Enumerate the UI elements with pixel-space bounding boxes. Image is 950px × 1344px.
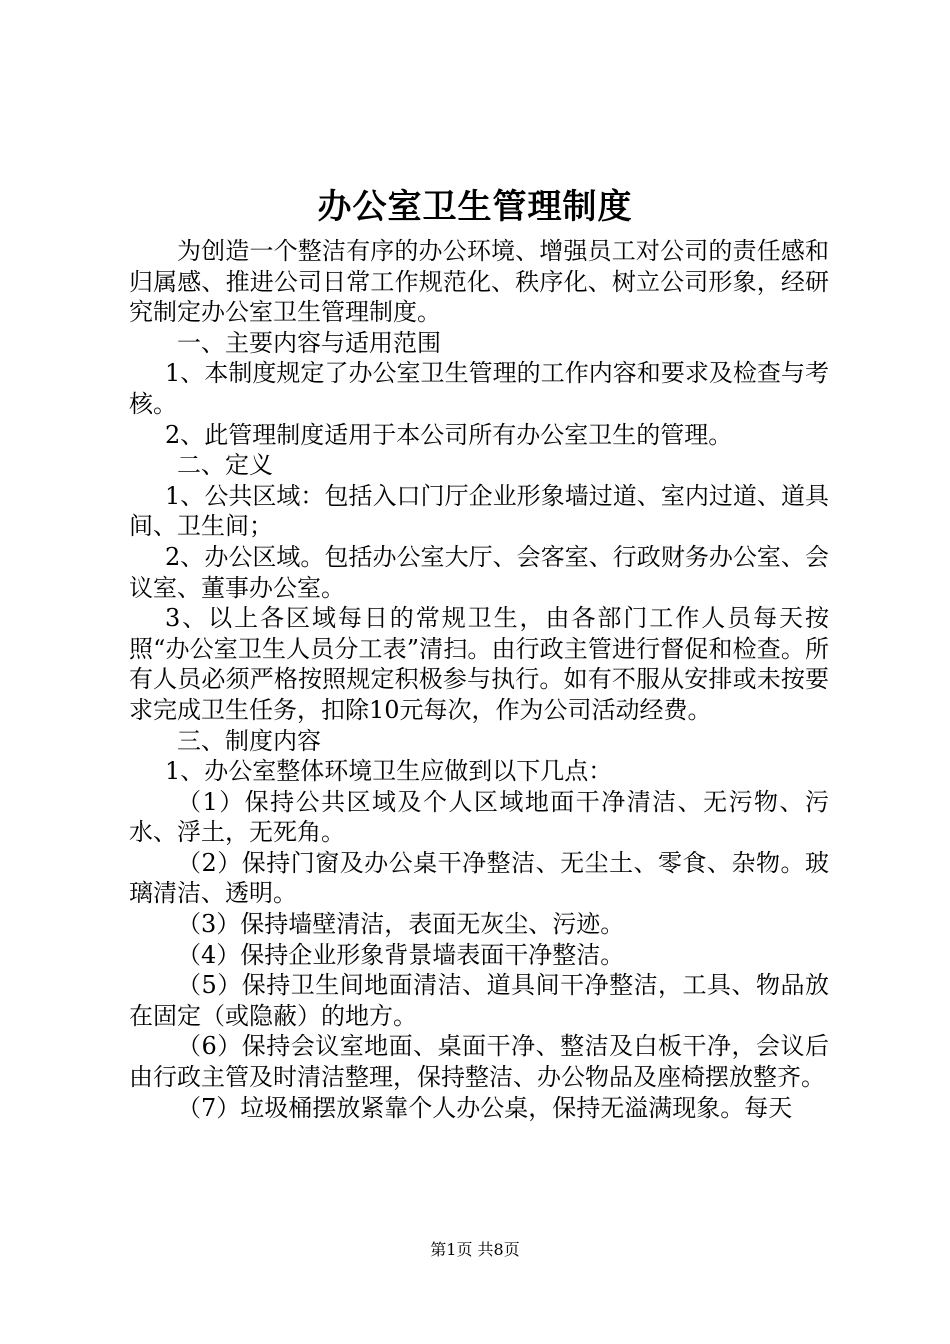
document-body bbox=[129, 236, 829, 1123]
page-footer: 第1页 共8页 bbox=[430, 1240, 520, 1259]
list-item: （7）垃圾桶摆放紧靠个人办公桌，保持无溢满现象。每天 bbox=[177, 1093, 793, 1122]
list-item: （6）保持会议室地面、桌面干净、整洁及白板干净，会议后由行政主管及时清洁整理，保持整洁、办公物品及座椅摆放整齐。 bbox=[129, 1032, 829, 1092]
section-heading-3: 三、制度内容 bbox=[177, 726, 321, 755]
section-heading-1: 一、主要内容与适用范围 bbox=[177, 328, 441, 357]
paragraph: 1、本制度规定了办公室卫生管理的工作内容和要求及检查与考核。 bbox=[129, 359, 829, 418]
intro-paragraph: 为创造一个整洁有序的办公环境、增强员工对公司的责任感和归属感、推进公司日常工作规范化、秩序化、树立公司形象，经研究制定办公室卫生管理制度。 bbox=[129, 237, 829, 327]
paragraph: 1、办公室整体环境卫生应做到以下几点： bbox=[165, 757, 613, 786]
section-heading-2: 二、定义 bbox=[177, 451, 273, 480]
document-title: 办公室卫生管理制度 bbox=[317, 187, 633, 227]
list-item: （2）保持门窗及办公桌干净整洁、无尘土、零食、杂物。玻璃清洁、透明。 bbox=[129, 848, 829, 908]
paragraph: 1、公共区域：包括入口门厅企业形象墙过道、室内过道、道具间、卫生间； bbox=[129, 481, 829, 541]
paragraph: 2、此管理制度适用于本公司所有办公室卫生的管理。 bbox=[165, 420, 733, 449]
paragraph: 2、办公区域。包括办公室大厅、会客室、行政财务办公室、会议室、董事办公室。 bbox=[129, 542, 829, 602]
list-item: （1）保持公共区域及个人区域地面干净清洁、无污物、污水、浮土，无死角。 bbox=[129, 787, 829, 847]
list-item: （3）保持墙壁清洁，表面无灰尘、污迹。 bbox=[177, 910, 625, 939]
paragraph: 3、以上各区域每日的常规卫生，由各部门工作人员每天按照“办公室卫生人员分工表”清扫。由行政主管进行督促和检查。所有人员必须严格按照规定积极参与执行。如有不服从安排或未按要求完成卫生任务，扣除10元每次，作为公司活动经费。 bbox=[129, 604, 829, 724]
list-item: （5）保持卫生间地面清洁、道具间干净整洁，工具、物品放在固定（或隐蔽）的地方。 bbox=[129, 971, 829, 1030]
list-item: （4）保持企业形象背景墙表面干净整洁。 bbox=[177, 940, 625, 969]
